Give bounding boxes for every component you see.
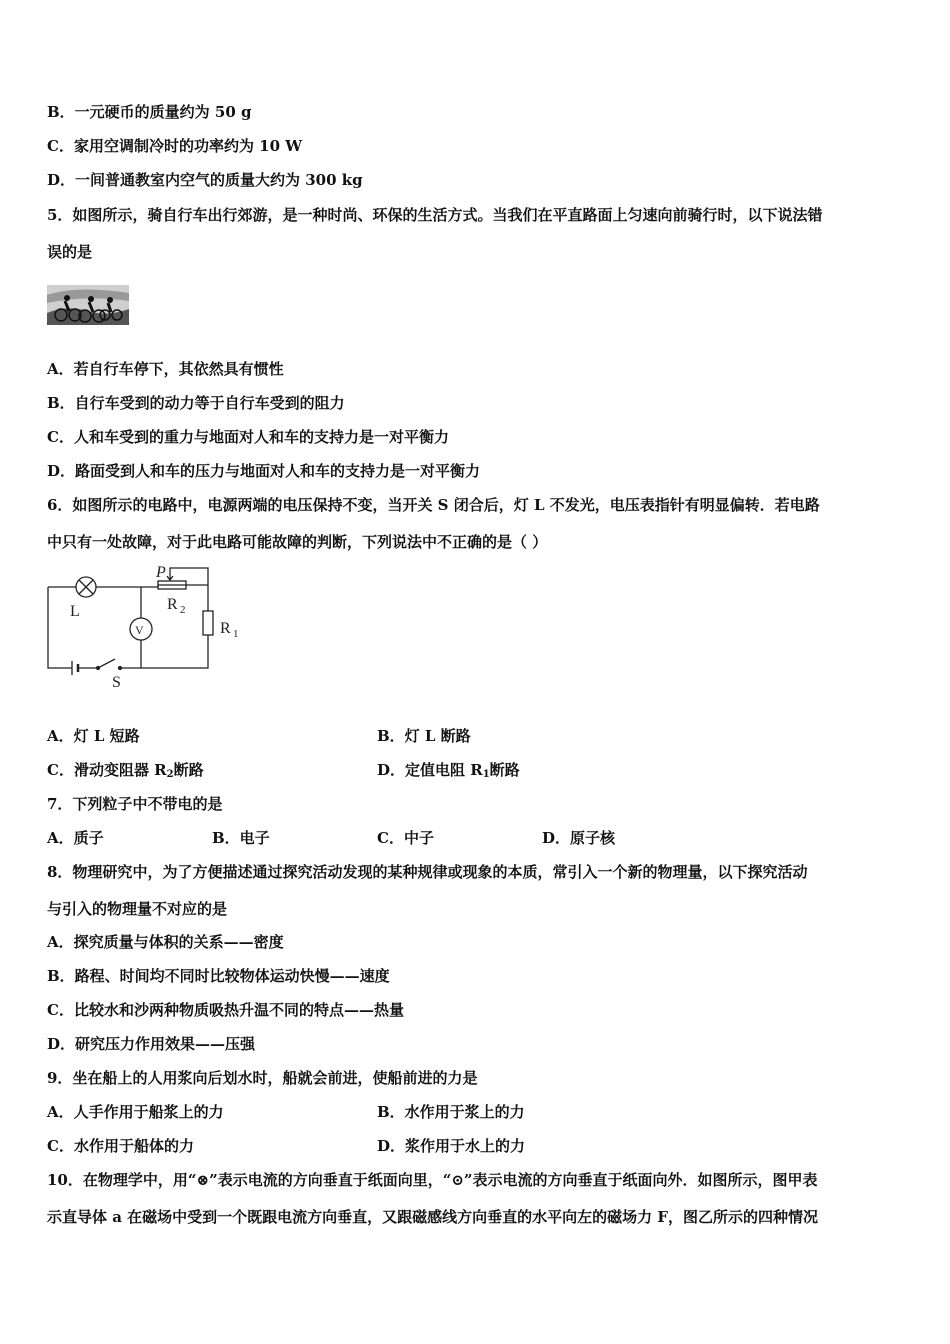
q9-option-d: D．浆作用于水上的力: [377, 1137, 526, 1155]
q5-option-a: A．若自行车停下，其依然具有惯性: [47, 360, 284, 378]
cyclists-image: [47, 285, 129, 325]
label-lamp: L: [70, 603, 80, 620]
label-r2: R: [167, 596, 178, 613]
q6-stem-line-2: 中只有一处故障，对于此电路可能故障的判断，下列说法中不正确的是（ ）: [47, 533, 548, 551]
q5-option-c: C．人和车受到的重力与地面对人和车的支持力是一对平衡力: [47, 428, 449, 446]
q10-stem-line-2: 示直导体 a 在磁场中受到一个既跟电流方向垂直，又跟磁感线方向垂直的水平向左的磁场力 F，图乙所示的四种情况: [47, 1208, 819, 1226]
q6-option-b: B．灯 L 断路: [377, 727, 471, 745]
q8-option-c: C．比较水和沙两种物质吸热升温不同的特点——热量: [47, 1001, 404, 1019]
circuit-diagram: [40, 563, 255, 693]
q9-option-b: B．水作用于浆上的力: [377, 1103, 525, 1121]
q6-option-d: [377, 760, 520, 785]
q8-stem-line-1: 8．物理研究中，为了方便描述通过探究活动发现的某种规律或现象的本质，常引入一个新的物理量，以下探究活动: [47, 863, 808, 881]
q7-option-c: C．中子: [377, 829, 434, 847]
q6-stem-line-1: 6．如图所示的电路中，电源两端的电压保持不变，当开关 S 闭合后，灯 L 不发光，电压表指针有明显偏转．若电路: [47, 496, 820, 514]
q7-option-a: A．质子: [47, 829, 104, 847]
q8-option-a: A．探究质量与体积的关系——密度: [47, 933, 284, 951]
q6-option-c: [47, 760, 204, 785]
q6-option-d-tail: 断路: [489, 761, 520, 779]
q8-option-b: B．路程、时间均不同时比较物体运动快慢——速度: [47, 967, 390, 985]
label-switch: S: [112, 674, 121, 691]
label-slider: P: [156, 564, 166, 581]
q6-option-d-text: D．定值电阻 R: [377, 761, 483, 779]
q4-option-b: B．一元硬币的质量约为 50 g: [47, 103, 252, 121]
q7-stem: 7．下列粒子中不带电的是: [47, 795, 223, 813]
q7-option-b: B．电子: [212, 829, 270, 847]
label-r2-sub: 2: [180, 604, 186, 616]
q6-option-a: A．灯 L 短路: [47, 727, 140, 745]
q9-option-a: A．人手作用于船浆上的力: [47, 1103, 224, 1121]
q6-option-d-sub: 1: [482, 769, 490, 780]
q4-option-d: D．一间普通教室内空气的质量大约为 300 kg: [47, 171, 363, 189]
label-voltmeter: V: [135, 623, 144, 637]
q9-option-c: C．水作用于船体的力: [47, 1137, 194, 1155]
q6-option-c-text: C．滑动变阻器 R: [47, 761, 167, 779]
q8-stem-line-2: 与引入的物理量不对应的是: [47, 900, 228, 918]
q9-stem: 9．坐在船上的人用浆向后划水时，船就会前进，使船前进的力是: [47, 1069, 478, 1087]
q6-option-c-tail: 断路: [173, 761, 204, 779]
q5-stem-line-2: 误的是: [47, 243, 93, 261]
label-r1-sub: 1: [233, 628, 239, 640]
q10-stem-line-1: 10．在物理学中，用“⊗”表示电流的方向垂直于纸面向里，“⊙”表示电流的方向垂直于纸面向外．如图所示，图甲表: [47, 1171, 818, 1189]
q6-option-c-sub: 2: [166, 769, 174, 780]
label-r1: R: [220, 620, 231, 637]
q5-stem-line-1: 5．如图所示，骑自行车出行郊游，是一种时尚、环保的生活方式。当我们在平直路面上匀速向前骑行时，以下说法错: [47, 206, 823, 224]
q4-option-c: C．家用空调制冷时的功率约为 10 W: [47, 137, 303, 155]
q5-option-b: B．自行车受到的动力等于自行车受到的阻力: [47, 394, 345, 412]
q5-option-d: D．路面受到人和车的压力与地面对人和车的支持力是一对平衡力: [47, 462, 481, 480]
q7-option-d: D．原子核: [542, 829, 616, 847]
q8-option-d: D．研究压力作用效果——压强: [47, 1035, 256, 1053]
